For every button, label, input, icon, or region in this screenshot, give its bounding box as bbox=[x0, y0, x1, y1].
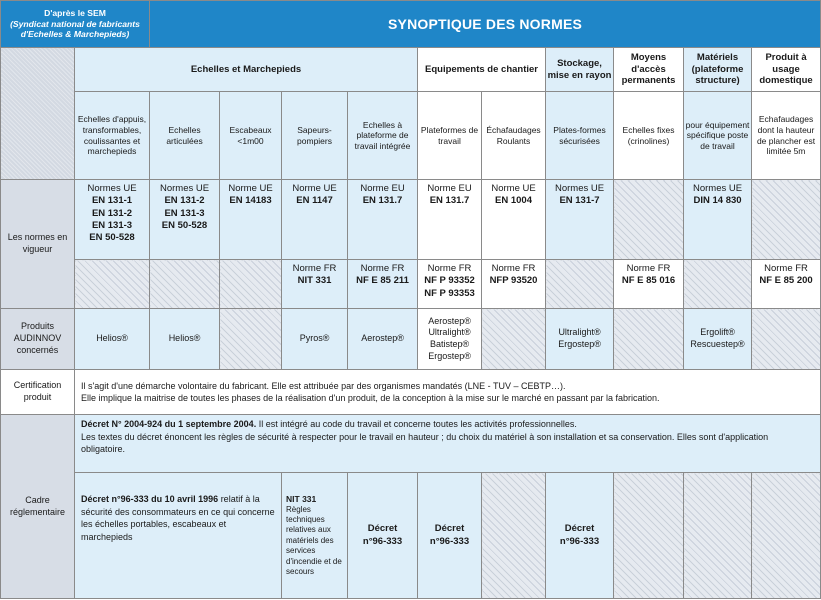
product-ergolift: Ergolift® bbox=[700, 327, 735, 338]
norm-code: NF P 93352 bbox=[424, 275, 475, 287]
product-pyros: Pyros® bbox=[282, 309, 348, 370]
category-plates-formes-securisees: Plates-formes sécurisées bbox=[546, 92, 614, 180]
empty-cell bbox=[752, 473, 821, 599]
norm-code: EN 1004 bbox=[495, 195, 532, 207]
norm-code: NFP 93520 bbox=[489, 275, 538, 287]
decret-short-label: Décret bbox=[367, 523, 398, 535]
norm-fr-echafaudages-roulants bbox=[482, 260, 546, 309]
row-label-produits: Produits AUDINNOV concernés bbox=[1, 309, 75, 370]
norm-ue-echafaudages-roulants bbox=[482, 180, 546, 260]
category-echafaudages-roulants: Échafaudages Roulants bbox=[482, 92, 546, 180]
decret-short-label: Décret bbox=[434, 523, 465, 535]
norm-code: NF E 85 200 bbox=[759, 275, 813, 287]
norm-prefix: Normes UE bbox=[692, 183, 743, 194]
norm-code: EN 131-7 bbox=[559, 195, 600, 207]
empty-cell bbox=[482, 473, 546, 599]
product-rescuestep: Rescuestep® bbox=[690, 339, 745, 349]
decret-short-number: n°96-333 bbox=[559, 535, 600, 547]
nit-331-rules bbox=[282, 473, 348, 599]
certification-line1: Il s'agit d'une démarche volontaire du fabricant. Elle est attribuée par des organismes mandatés (LNE - TUV – CEBTP…). bbox=[81, 380, 566, 391]
norm-ue-echelles-appuis bbox=[75, 180, 150, 260]
empty-cell bbox=[614, 180, 684, 260]
norm-code: EN 131-3 bbox=[164, 207, 205, 219]
norm-code: NF E 85 211 bbox=[356, 275, 409, 287]
norm-prefix: Norme FR bbox=[427, 263, 472, 274]
nit-331-text: Règles techniques relatives aux matériels des services d'incendie et de secours bbox=[286, 504, 342, 576]
product-ergostep: Ergostep® bbox=[428, 350, 471, 361]
decret-2004-title: Décret N° 2004-924 du 1 septembre 2004. bbox=[81, 419, 257, 429]
product-aerostep: Aerostep® bbox=[428, 315, 471, 326]
norm-prefix: Normes UE bbox=[87, 183, 137, 194]
decret-short-number: n°96-333 bbox=[429, 535, 470, 547]
norm-prefix: Norme UE bbox=[292, 183, 337, 194]
category-equipement-specifique: pour équipement spécifique poste de travail bbox=[684, 92, 752, 180]
product-ultralight: Ultralight® bbox=[428, 327, 471, 338]
products-plateformes-travail bbox=[418, 309, 482, 370]
empty-cell bbox=[614, 309, 684, 370]
norm-fr-echelles-plateforme bbox=[348, 260, 418, 309]
product-ultralight: Ultralight® bbox=[558, 327, 601, 338]
empty-cell bbox=[546, 260, 614, 309]
norm-code: NIT 331 bbox=[297, 275, 332, 287]
row-label-normes: Les normes en vigueur bbox=[1, 180, 75, 309]
empty-cell bbox=[684, 473, 752, 599]
norm-code: EN 131-1 bbox=[91, 195, 133, 207]
decret-short-label: Décret bbox=[564, 523, 595, 535]
norm-prefix: Normes UE bbox=[159, 183, 210, 194]
source-line2: (Syndicat national de fabricants bbox=[10, 18, 140, 29]
decret-2004 bbox=[75, 415, 821, 473]
norm-ue-equipement-specifique bbox=[684, 180, 752, 260]
decret-short-plateforme bbox=[348, 473, 418, 599]
norm-ue-echelles-plateforme bbox=[348, 180, 418, 260]
norm-code: EN 50-528 bbox=[89, 232, 135, 244]
nit-331-title: NIT 331 bbox=[286, 493, 317, 504]
decret-1996-text: relatif à la sécurité des consommateurs en ce qui concerne les échelles portables, escabeaux et marchepieds bbox=[81, 494, 275, 542]
norm-code: EN 131-2 bbox=[164, 195, 205, 207]
category-echelles-fixes: Echelles fixes (crinolines) bbox=[614, 92, 684, 180]
empty-cell bbox=[75, 260, 150, 309]
norm-code: DIN 14 830 bbox=[693, 195, 742, 207]
empty-cell bbox=[220, 309, 282, 370]
category-echafaudages-domestiques: Echafaudages dont la hauteur de plancher est limitée 5m bbox=[752, 92, 821, 180]
norm-code: EN 50-528 bbox=[161, 220, 208, 232]
norm-ue-plateformes-travail bbox=[418, 180, 482, 260]
product-aerostep: Aerostep® bbox=[348, 309, 418, 370]
norm-prefix: Norme FR bbox=[626, 263, 671, 274]
empty-cell bbox=[614, 473, 684, 599]
category-escabeaux: Escabeaux <1m00 bbox=[220, 92, 282, 180]
norm-fr-echelles-fixes bbox=[614, 260, 684, 309]
norm-prefix: Norme FR bbox=[764, 263, 808, 274]
norm-ue-echelles-articulees bbox=[150, 180, 220, 260]
norm-code: EN 131.7 bbox=[362, 195, 403, 207]
norm-code: EN 131-2 bbox=[91, 207, 133, 219]
decret-2004-line2: Les textes du décret énoncent les règles de sécurité à respecter pour le travail en hauteur ; du choix du matériel à son installation et sa conservation. Elles sont d'application obligatoire. bbox=[81, 431, 769, 455]
norm-prefix: Norme FR bbox=[360, 263, 405, 274]
group-materiels: Matériels (plateforme structure) bbox=[684, 48, 752, 92]
source-line1: D'après le SEM bbox=[44, 7, 106, 18]
norm-prefix: Normes UE bbox=[554, 183, 605, 194]
norm-ue-sapeurs-pompiers bbox=[282, 180, 348, 260]
product-helios: Helios® bbox=[150, 309, 220, 370]
page-title: SYNOPTIQUE DES NORMES bbox=[150, 1, 821, 48]
norm-prefix: Norme FR bbox=[292, 263, 337, 274]
norm-prefix: Norme UE bbox=[228, 183, 273, 194]
empty-cell bbox=[752, 180, 821, 260]
category-sapeurs-pompiers: Sapeurs-pompiers bbox=[282, 92, 348, 180]
norm-fr-echafaudages-domestiques bbox=[752, 260, 821, 309]
row-label-certification: Certification produit bbox=[1, 370, 75, 415]
product-ergostep: Ergostep® bbox=[558, 339, 601, 349]
norm-code: EN 131.7 bbox=[429, 195, 470, 207]
category-echelles-articulees: Echelles articulées bbox=[150, 92, 220, 180]
norm-ue-escabeaux bbox=[220, 180, 282, 260]
norm-fr-sapeurs-pompiers bbox=[282, 260, 348, 309]
decret-1996-title: Décret n°96-333 du 10 avril 1996 bbox=[81, 494, 219, 504]
norm-prefix: Norme FR bbox=[491, 263, 536, 274]
decret-short-plates-formes bbox=[546, 473, 614, 599]
norm-code: EN 1147 bbox=[296, 195, 333, 207]
norm-prefix: Norme EU bbox=[427, 183, 472, 194]
source-credit bbox=[1, 1, 150, 48]
product-batistep: Batistep® bbox=[429, 339, 470, 349]
group-stockage: Stockage, mise en rayon bbox=[546, 48, 614, 92]
norm-fr-plateformes-travail bbox=[418, 260, 482, 309]
row-label-cadre: Cadre réglementaire bbox=[1, 415, 75, 599]
empty-cell bbox=[752, 309, 821, 370]
norm-prefix: Norme UE bbox=[491, 183, 536, 194]
products-equipement-specifique bbox=[684, 309, 752, 370]
norm-prefix: Norme EU bbox=[360, 183, 405, 194]
source-line3: d'Echelles & Marchepieds) bbox=[20, 29, 130, 40]
empty-cell bbox=[150, 260, 220, 309]
empty-cell bbox=[220, 260, 282, 309]
certification-text bbox=[75, 370, 821, 415]
category-echelles-appuis: Echelles d'appuis, transformables, coulissantes et marchepieds bbox=[75, 92, 150, 180]
decret-2004-text: Il est intégré au code du travail et concerne toutes les activités professionnelles. bbox=[256, 419, 577, 429]
decret-short-plateformes-travail bbox=[418, 473, 482, 599]
category-plateformes-travail: Plateformes de travail bbox=[418, 92, 482, 180]
norm-code: NF E 85 016 bbox=[621, 275, 676, 287]
norm-code: EN 131-3 bbox=[91, 220, 133, 232]
norm-code: EN 14183 bbox=[229, 195, 272, 207]
products-plates-formes-securisees bbox=[546, 309, 614, 370]
group-chantier: Equipements de chantier bbox=[418, 48, 546, 92]
certification-line2: Elle implique la maitrise de toutes les phases de la réalisation d'un produit, de la conception à la mise sur le marché en passant par la fabrication. bbox=[81, 393, 660, 403]
decret-short-number: n°96-333 bbox=[362, 535, 403, 547]
category-echelles-plateforme: Echelles à plateforme de travail intégrée bbox=[348, 92, 418, 180]
norm-ue-plates-formes-securisees bbox=[546, 180, 614, 260]
empty-cell bbox=[482, 309, 546, 370]
empty-cell bbox=[684, 260, 752, 309]
product-helios: Helios® bbox=[75, 309, 150, 370]
group-echelles: Echelles et Marchepieds bbox=[75, 48, 418, 92]
group-moyens: Moyens d'accès permanents bbox=[614, 48, 684, 92]
norm-code: NF P 93353 bbox=[424, 287, 475, 299]
group-domestique: Produit à usage domestique bbox=[752, 48, 821, 92]
decret-1996 bbox=[75, 473, 282, 599]
corner-cell bbox=[1, 48, 75, 180]
